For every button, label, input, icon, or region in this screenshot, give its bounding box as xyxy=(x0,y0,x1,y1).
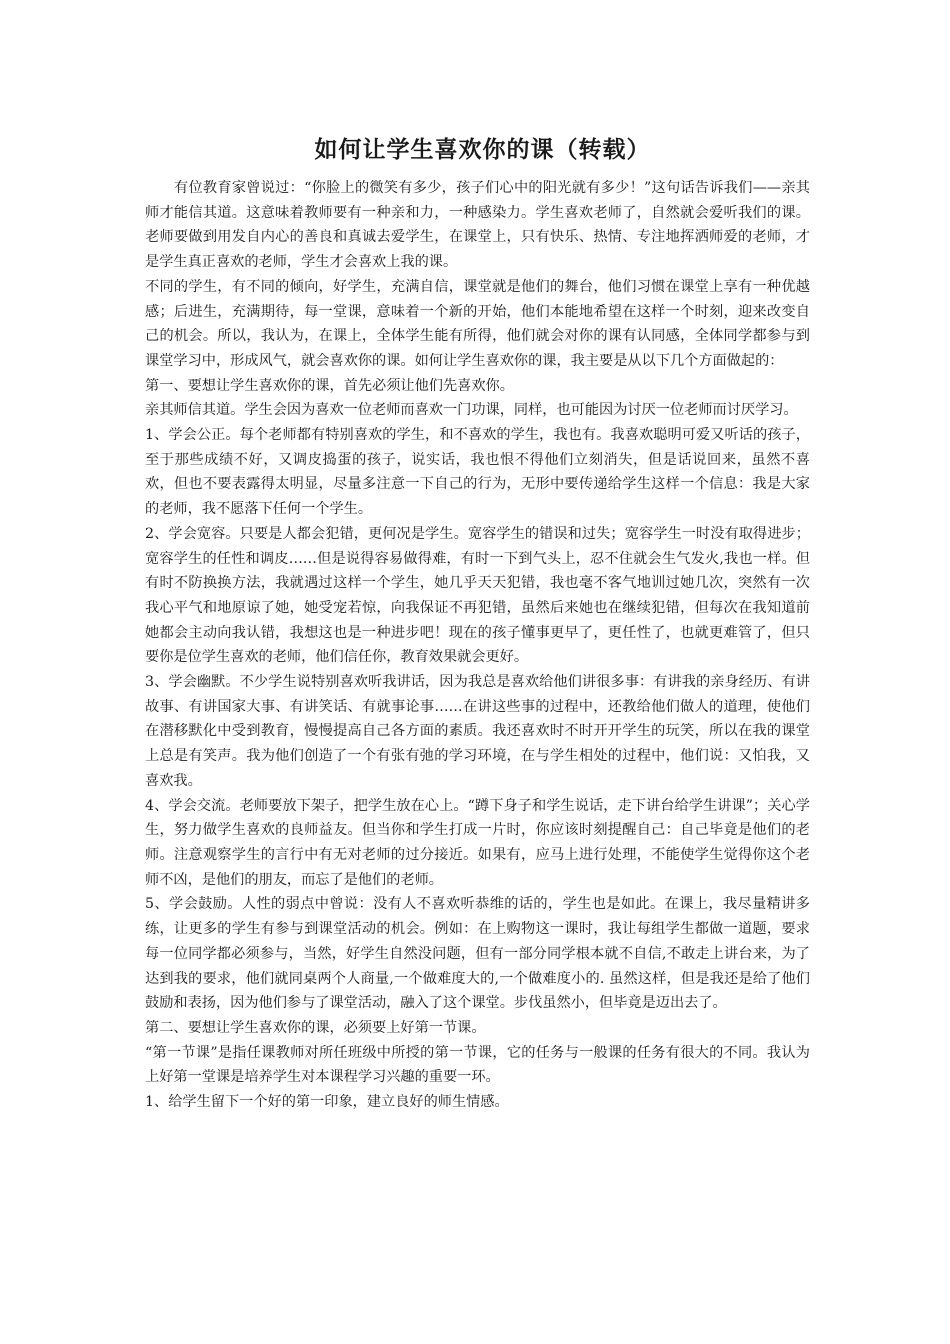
document-page xyxy=(145,130,810,1115)
list-item-humor: 3、学会幽默。不少学生说特别喜欢听我讲话，因为我总是喜欢给他们讲很多事：有讲我的亲身经历、有讲故事、有讲国家大事、有讲笑话、有就事论事……在讲这些事的过程中，还教给他们做人的道理，使他们在潜移默化中受到教育，慢慢提高自己各方面的素质。我还喜欢时不时开开学生的玩笑，所以在我的课堂上总是有笑声。我为他们创造了一个有张有弛的学习环境，在与学生相处的过程中，他们说：又怕我，又喜欢我。 xyxy=(145,674,810,789)
list-item-encouragement: 5、学会鼓励。人性的弱点中曾说：没有人不喜欢听恭维的话的，学生也是如此。在课上，我尽量精讲多练，让更多的学生有参与到课堂活动的机会。例如：在上购物这一课时，我让每组学生都做一道题，要求每一位同学都必须参与，当然，好学生自然没问题，但有一部分同学根本就不自信,不敢走上讲台来，为了达到我的要求，他们就同桌两个人商量,一个做难度大的,一个做难度小的. 虽然这样，但是我还是给了他们鼓励和表扬，因为他们参与了课堂活动，融入了这个课堂。步伐虽然小，但毕竟是迈出去了。 xyxy=(145,896,810,1012)
section-heading-2: 第二、要想让学生喜欢你的课，必须要上好第一节课。 xyxy=(145,1019,486,1036)
list-item-communication: 4、学会交流。老师要放下架子，把学生放在心上。“蹲下身子和学生说话，走下讲台给学生讲课”；关心学生，努力做学生喜欢的良师益友。但当你和学生打成一片时，你应该时刻提醒自己：自己毕竟是他们的老师。注意观察学生的言行中有无对老师的过分接近。如果有，应马上进行处理，不能使学生觉得你这个老师不凶，是他们的朋友，而忘了是他们的老师。 xyxy=(145,797,810,888)
paragraph-first-lesson: “第一节课”是指任课教师对所任班级中所授的第一节课，它的任务与一般课的任务有很大的不同。我认为上好第一堂课是培养学生对本课程学习兴趣的重要一环。 xyxy=(145,1044,810,1086)
list-item-fairness: 1、学会公正。每个老师都有特别喜欢的学生，和不喜欢的学生，我也有。我喜欢聪明可爱又听话的孩子，至于那些成绩不好，又调皮捣蛋的孩子，说实话，我也恨不得他们立刻消失，但是话说回来，虽然不喜欢，但也不要表露得太明显，尽量多注意一下自己的行为，无形中要传递给学生这样一个信息：我是大家的老师，我不愿落下任何一个学生。 xyxy=(145,427,810,518)
list-item-first-impression: 1、给学生留下一个好的第一印象，建立良好的师生情感。 xyxy=(145,1094,509,1111)
paragraph-intro: 有位教育家曾说过：“你脸上的微笑有多少，孩子们心中的阳光就有多少！”这句话告诉我们——亲其师才能信其道。这意味着教师要有一种亲和力，一种感染力。学生喜欢老师了，自然就会爱听我们的课。老师要做到用发自内心的善良和真诚去爱学生，在课堂上，只有快乐、热情、专注地挥洒师爱的老师，才是学生真正喜欢的老师，学生才会喜欢上我的课。 xyxy=(145,180,810,271)
paragraph-section-1-intro: 亲其师信其道。学生会因为喜欢一位老师而喜欢一门功课，同样，也可能因为讨厌一位老师而讨厌学习。 xyxy=(145,402,798,419)
section-heading-1: 第一、要想让学生喜欢你的课，首先必须让他们先喜欢你。 xyxy=(145,377,514,394)
document-title: 如何让学生喜欢你的课（转载） xyxy=(314,137,651,163)
list-item-tolerance: 2、学会宽容。只要是人都会犯错，更何况是学生。宽容学生的错误和过失；宽容学生一时没有取得进步；宽容学生的任性和调皮……但是说得容易做得难，有时一下到气头上，忍不住就会生气发火,我也一样。但有时不防换换方法，我就遇过这样一个学生，她几乎天天犯错，我也毫不客气地训过她几次，突然有一次我心平气和地原谅了她，她受宠若惊，向我保证不再犯错，虽然后来她也在继续犯错，但每次在我知道前她都会主动向我认错，我想这也是一种进步吧！现在的孩子懂事更早了，更任性了，也就更难管了，但只要你是位学生喜欢的老师，他们信任你，教育效果就会更好。 xyxy=(145,525,810,666)
paragraph-students: 不同的学生，有不同的倾向，好学生，充满自信，课堂就是他们的舞台，他们习惯在课堂上享有一种优越感；后进生，充满期待，每一堂课，意味着一个新的开始，他们本能地希望在这样一个时刻，迎来改变自己的机会。所以，我认为，在课上，全体学生能有所得，他们就会对你的课有认同感，全体同学都参与到课堂学习中，形成风气，就会喜欢你的课。如何让学生喜欢你的课，我主要是从以下几个方面做起的： xyxy=(145,278,810,369)
